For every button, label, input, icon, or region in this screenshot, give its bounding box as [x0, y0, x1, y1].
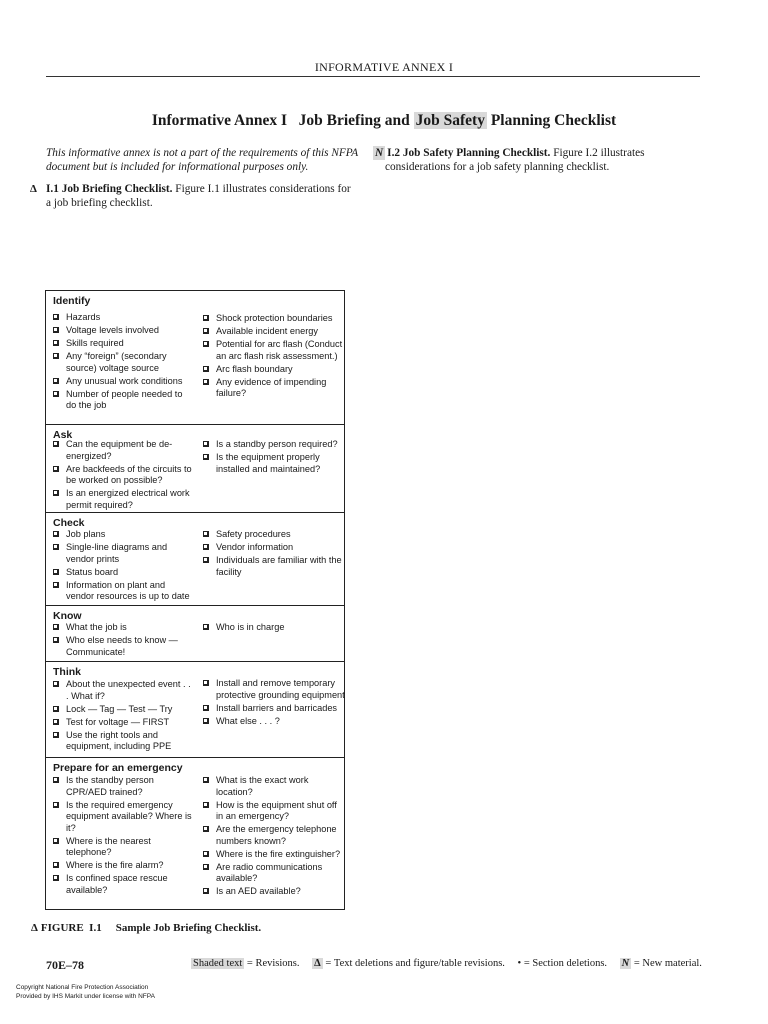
- checkbox-icon: [203, 888, 209, 894]
- checklist-item-text: About the unexpected event . . . What if?: [66, 679, 191, 701]
- checklist-item-text: Lock — Tag — Test — Try: [66, 703, 173, 714]
- checkbox-icon: [203, 341, 209, 347]
- checklist-item: [203, 326, 345, 338]
- checklist-item: [203, 542, 345, 554]
- title-prefix: Informative Annex I Job Briefing and: [151, 112, 414, 129]
- running-head: INFORMATIVE ANNEX I: [314, 60, 454, 74]
- checklist-section-ask: [46, 425, 344, 513]
- checklist-item-text: Any unusual work conditions: [66, 375, 183, 386]
- checklist-item-text: Vendor information: [216, 541, 294, 552]
- checklist-item: [203, 800, 345, 823]
- checklist-item-text: Skills required: [66, 337, 124, 348]
- checklist-item: [53, 389, 195, 412]
- checkbox-icon: [53, 802, 59, 808]
- checklist-item-text: Is the standby person CPR/AED trained?: [66, 775, 154, 797]
- checklist-item-text: Potential for arc flash (Conduct an arc flash risk assessment.): [216, 338, 343, 361]
- bullet-deletion-icon: •: [517, 958, 522, 969]
- checklist-item: [53, 542, 195, 565]
- checkbox-icon: [53, 314, 59, 320]
- copyright-notice: [16, 984, 155, 1001]
- legend-bullet: [518, 958, 608, 969]
- checklist-item-text: Is the required emergency equipment available? Where is it?: [66, 799, 192, 833]
- section-title: Identify: [53, 295, 91, 307]
- checkbox-icon: [203, 315, 209, 321]
- checkbox-icon: [53, 327, 59, 333]
- checklist-item-text: Install and remove temporary protective grounding equipment: [216, 678, 345, 700]
- checklist-item: [53, 717, 195, 729]
- checklist-item: [203, 886, 345, 898]
- right-column: [373, 146, 703, 174]
- checklist-item: [53, 488, 195, 511]
- checklist-item: [53, 679, 195, 702]
- checklist-column-left: [53, 679, 195, 754]
- new-material-icon: N: [621, 958, 630, 969]
- checklist-item-text: Where is the fire alarm?: [66, 860, 164, 871]
- paragraph-i1-heading: I.1 Job Briefing Checklist.: [46, 183, 173, 195]
- legend-shaded-desc: = Revisions.: [244, 958, 300, 969]
- checklist-item-text: Any “foreign” (secondary source) voltage source: [66, 350, 167, 373]
- checklist-item: [203, 364, 345, 376]
- checkbox-icon: [53, 569, 59, 575]
- checklist-item: [53, 873, 195, 896]
- checkbox-icon: [53, 531, 59, 537]
- checkbox-icon: [203, 851, 209, 857]
- title-suffix: Planning Checklist: [486, 112, 617, 129]
- checklist-item: [203, 313, 345, 325]
- checklist-item-text: Safety procedures: [216, 529, 291, 539]
- delta-revision-icon: Δ: [30, 183, 37, 195]
- checklist-item-text: What the job is: [66, 622, 127, 632]
- checklist-item-text: Single-line diagrams and vendor prints: [66, 541, 168, 564]
- checkbox-icon: [53, 378, 59, 384]
- legend-delta: [312, 958, 505, 969]
- checklist-item-text: How is the equipment shut off in an emergency?: [216, 799, 337, 822]
- paragraph-i2: [373, 146, 703, 174]
- checklist-item-text: Information on plant and vendor resources is up to date: [66, 579, 190, 602]
- new-material-icon: N: [375, 147, 384, 159]
- checkbox-icon: [53, 875, 59, 881]
- paragraph-i2-text: Figure I.2 illustrates considerations for a job safety planning checklist.: [385, 147, 645, 173]
- paragraph-i2-heading: I.2 Job Safety Planning Checklist.: [387, 147, 551, 159]
- checklist-item: [53, 836, 195, 859]
- legend-new: [620, 958, 702, 969]
- section-title: Think: [53, 666, 81, 678]
- checklist-section-identify: [46, 291, 344, 425]
- checklist-item-text: What else . . . ?: [216, 715, 280, 726]
- checklist-column-left: [53, 529, 195, 604]
- checkbox-icon: [203, 802, 209, 808]
- checklist-item-text: Available incident energy: [216, 325, 318, 336]
- checklist-item: [53, 529, 195, 541]
- checklist-item: [53, 338, 195, 350]
- checklist-item: [203, 703, 345, 715]
- checkbox-icon: [53, 838, 59, 844]
- checkbox-icon: [203, 441, 209, 447]
- checkbox-icon: [53, 353, 59, 359]
- checklist-item-text: Where is the fire extinguisher?: [216, 848, 341, 859]
- checklist-column-right: [203, 775, 345, 899]
- checkbox-icon: [53, 732, 59, 738]
- header-rule: [46, 76, 700, 77]
- checklist-section-know: [46, 606, 344, 662]
- checklist-item-text: Hazards: [66, 312, 101, 322]
- checklist-item: [53, 800, 195, 835]
- checkbox-icon: [53, 624, 59, 630]
- checkbox-icon: [53, 582, 59, 588]
- figure-caption: [31, 922, 261, 934]
- checklist-item-text: Arc flash boundary: [216, 363, 293, 374]
- checklist-item-text: Any evidence of impending failure?: [216, 376, 327, 399]
- checkbox-icon: [203, 366, 209, 372]
- checklist-item: [53, 704, 195, 716]
- checklist-item-text: Test for voltage — FIRST: [66, 716, 170, 727]
- figure-title: Sample Job Briefing Checklist.: [115, 922, 262, 934]
- section-title: Know: [53, 610, 82, 622]
- copyright-line: Copyright National Fire Protection Association: [16, 984, 149, 991]
- checklist-item-text: Install barriers and barricades: [216, 702, 338, 713]
- checklist-item: [203, 452, 345, 475]
- section-title: Ask: [53, 429, 73, 441]
- checklist-column-right: [203, 439, 345, 477]
- checkbox-icon: [53, 490, 59, 496]
- checklist-item: [203, 439, 345, 451]
- checklist-item-text: Shock protection boundaries: [216, 313, 333, 323]
- checklist-section-check: [46, 513, 344, 606]
- checklist-item: [53, 860, 195, 872]
- checklist-item: [53, 464, 195, 487]
- informative-note: This informative annex is not a part of the requirements of this NFPA document but is included for informational purposes only.: [46, 147, 358, 173]
- checkbox-icon: [203, 454, 209, 460]
- legend-bullet-desc: = Section deletions.: [521, 958, 608, 969]
- checkbox-icon: [53, 706, 59, 712]
- checklist-section-think: [46, 662, 344, 758]
- checkbox-icon: [53, 862, 59, 868]
- checklist-item: [203, 775, 345, 798]
- checklist-item-text: What is the exact work location?: [216, 775, 309, 797]
- checkbox-icon: [53, 777, 59, 783]
- checklist-item-text: Are backfeeds of the circuits to be worked on possible?: [66, 463, 192, 486]
- checkbox-icon: [203, 777, 209, 783]
- checklist-item: [53, 567, 195, 579]
- shaded-text-sample: Shaded text: [193, 958, 243, 969]
- section-title: Prepare for an emergency: [53, 762, 183, 774]
- checkbox-icon: [53, 340, 59, 346]
- checkbox-icon: [53, 466, 59, 472]
- checkbox-icon: [53, 391, 59, 397]
- checklist-item-text: Voltage levels involved: [66, 324, 159, 335]
- annex-title: [0, 112, 768, 130]
- checklist-item: [203, 862, 345, 885]
- checklist-column-right: [203, 678, 345, 729]
- delta-revision-icon: Δ: [31, 922, 38, 934]
- checklist-item: [53, 439, 195, 462]
- checklist-item: [203, 622, 345, 634]
- license-line: Provided by IHS Markit under license with NFPA: [16, 992, 155, 1000]
- checklist-section-prepare-for-an-emergency: [46, 758, 344, 909]
- checkbox-icon: [203, 864, 209, 870]
- checkbox-icon: [53, 681, 59, 687]
- checkbox-icon: [203, 826, 209, 832]
- checklist-item-text: Individuals are familiar with the facility: [216, 554, 342, 577]
- checklist-item-text: Is an energized electrical work permit required?: [66, 488, 190, 510]
- checklist-item-text: Is the equipment properly installed and maintained?: [216, 451, 321, 474]
- checklist-column-left: [53, 439, 195, 513]
- revision-legend: [191, 958, 712, 969]
- checklist-item: [53, 351, 195, 374]
- checklist-column-left: [53, 622, 195, 660]
- checklist-column-right: [203, 622, 345, 635]
- left-column: [30, 146, 358, 210]
- checklist-item: [203, 678, 345, 701]
- section-title: Check: [53, 517, 85, 529]
- checklist-item-text: Who is in charge: [216, 622, 285, 632]
- checklist-item-text: Who else needs to know — Communicate!: [66, 634, 178, 657]
- checkbox-icon: [203, 624, 209, 630]
- checkbox-icon: [203, 557, 209, 563]
- checkbox-icon: [203, 379, 209, 385]
- checklist-item-text: Status board: [66, 566, 119, 577]
- legend-delta-desc: = Text deletions and figure/table revisions.: [322, 958, 505, 969]
- checklist-item-text: Job plans: [66, 529, 106, 539]
- checklist-item-text: Number of people needed to do the job: [66, 388, 183, 411]
- checkbox-icon: [203, 680, 209, 686]
- checklist-item-text: Are the emergency telephone numbers known?: [216, 824, 337, 846]
- checklist-item-text: Can the equipment be de-energized?: [66, 439, 173, 461]
- title-shaded-revision: Job Safety: [415, 112, 485, 129]
- checklist-item: [53, 635, 195, 658]
- checklist-item: [53, 622, 195, 634]
- figure-label: FIGURE I.1: [40, 922, 102, 934]
- checkbox-icon: [53, 441, 59, 447]
- checklist-item: [53, 312, 195, 324]
- checklist-item: [203, 716, 345, 728]
- checkbox-icon: [53, 544, 59, 550]
- legend-new-desc: = New material.: [631, 958, 702, 969]
- checklist-item-text: Is a standby person required?: [216, 439, 338, 449]
- checklist-item-text: Where is the nearest telephone?: [66, 835, 151, 858]
- checklist-item: [203, 339, 345, 362]
- paragraph-i1-text: Figure I.1 illustrates considerations for a job briefing checklist.: [46, 183, 351, 209]
- checklist-item: [53, 730, 195, 753]
- checklist-item: [203, 849, 345, 861]
- checkbox-icon: [53, 637, 59, 643]
- checkbox-icon: [203, 328, 209, 334]
- checklist-item: [53, 325, 195, 337]
- checklist-item: [203, 529, 345, 541]
- checkbox-icon: [53, 719, 59, 725]
- checklist-item-text: Is an AED available?: [216, 886, 301, 897]
- delta-revision-icon: Δ: [314, 958, 321, 969]
- checklist-column-left: [53, 775, 195, 898]
- checkbox-icon: [203, 544, 209, 550]
- job-briefing-checklist: [45, 290, 345, 910]
- legend-shaded: [191, 958, 300, 969]
- checklist-item: [53, 775, 195, 798]
- checklist-item-text: Is confined space rescue available?: [66, 873, 168, 895]
- checklist-item-text: Use the right tools and equipment, including PPE: [66, 729, 172, 752]
- checklist-item: [53, 376, 195, 388]
- checkbox-icon: [203, 705, 209, 711]
- checklist-item: [53, 580, 195, 603]
- checklist-column-right: [203, 313, 345, 401]
- checklist-column-right: [203, 529, 345, 580]
- checklist-item: [203, 824, 345, 847]
- checkbox-icon: [203, 531, 209, 537]
- checkbox-icon: [203, 718, 209, 724]
- page-number: 70E–78: [46, 958, 85, 972]
- checklist-item-text: Are radio communications available?: [216, 861, 323, 884]
- paragraph-i1: [30, 182, 358, 210]
- checklist-item: [203, 377, 345, 400]
- checklist-item: [203, 555, 345, 578]
- checklist-column-left: [53, 312, 195, 413]
